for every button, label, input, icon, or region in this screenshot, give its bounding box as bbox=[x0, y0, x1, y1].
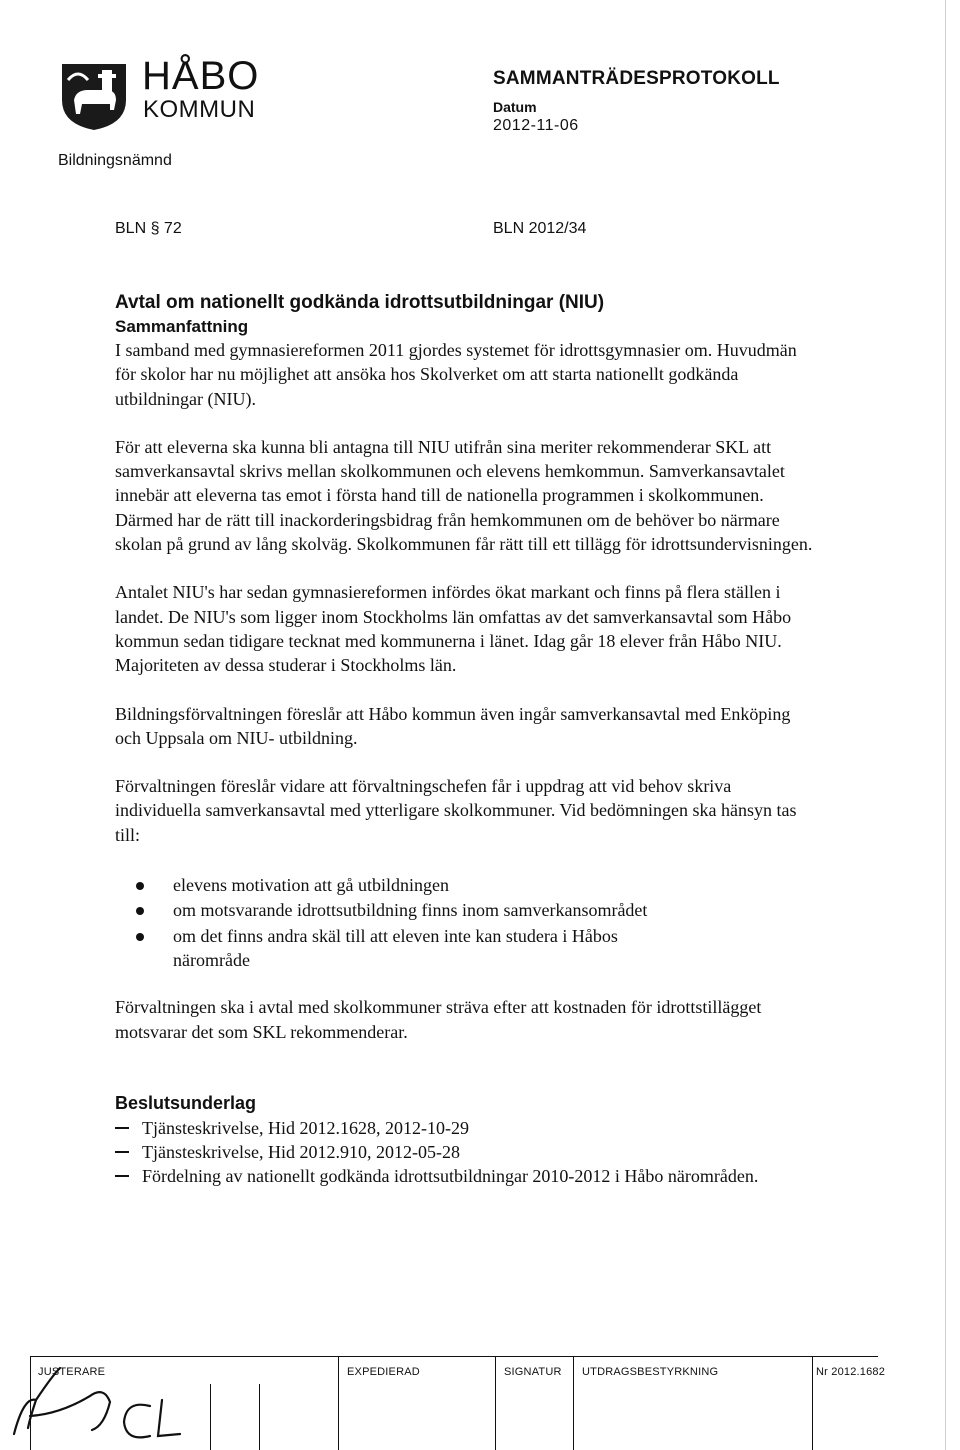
table-cell-border bbox=[338, 1356, 339, 1450]
utdragsbestyrkning-label: UTDRAGSBESTYRKNING bbox=[582, 1366, 719, 1378]
signature-table bbox=[0, 1356, 960, 1450]
expedierad-label: EXPEDIERAD bbox=[347, 1366, 420, 1378]
section-heading: Avtal om nationellt godkända idrottsutbildningar (NIU) bbox=[115, 292, 605, 313]
closing-paragraph: Förvaltningen ska i avtal med skolkommuner sträva efter att kostnaden för idrottstillägget motsvarar det som SKL rekommenderar. bbox=[115, 997, 762, 1042]
table-cell-border bbox=[259, 1384, 260, 1450]
table-cell-border bbox=[495, 1356, 496, 1450]
list-item: om det finns andra skäl till att eleven inte kan studera i Håbos närområde bbox=[115, 924, 693, 973]
case-number: BLN 2012/34 bbox=[493, 220, 587, 237]
bullet-icon bbox=[136, 933, 144, 941]
body-paragraph: För att eleverna ska kunna bli antagna till NIU utifrån sina meriter rekommenderar SKL att samverkansavtal skrivs mellan skolkommunen och elevens hemkommun. Samverkansavtalet innebär att eleverna tas emot i första hand till de nationella programmen i skolkommunen. Därmed har de rätt till inackorderingsbidrag från hemkommunen om de behöver bo närmare skolan på grund av lång skolväg. Skolkommunen får rätt till ett tillägg för idrottsundervisningen. bbox=[115, 436, 813, 555]
list-item: Tjänsteskrivelse, Hid 2012.1628, 2012-10-29 bbox=[115, 1116, 815, 1140]
consideration-list bbox=[115, 873, 815, 972]
document-title: SAMMANTRÄDESPROTOKOLL bbox=[493, 68, 780, 89]
date-value: 2012-11-06 bbox=[493, 117, 579, 134]
document-body bbox=[115, 290, 815, 1189]
bullet-icon bbox=[136, 882, 144, 890]
list-item: Tjänsteskrivelse, Hid 2012.910, 2012-05-28 bbox=[115, 1140, 815, 1164]
signatur-label: SIGNATUR bbox=[504, 1366, 562, 1378]
body-paragraph: Bildningsförvaltningen föreslår att Håbo kommun även ingår samverkansavtal med Enköping och Uppsala om NIU- utbildning. bbox=[115, 703, 791, 748]
basis-heading: Beslutsunderlag bbox=[115, 1092, 257, 1113]
summary-heading: Sammanfattning bbox=[115, 317, 249, 336]
body-paragraph: Förvaltningen föreslår vidare att förvaltningschefen får i uppdrag att vid behov skriva individuella samverkansavtal med ytterligare skolkommuner. Vid bedömningen ska hänsyn tas till: bbox=[115, 776, 797, 845]
organization-name: Bildningsnämnd bbox=[58, 152, 172, 169]
habo-coat-of-arms-icon bbox=[58, 60, 130, 132]
date-label: Datum bbox=[493, 99, 537, 115]
handwritten-signature bbox=[0, 1356, 230, 1450]
paragraph-number: BLN § 72 bbox=[115, 220, 182, 237]
logo-wordmark-habo: HÅBO bbox=[142, 54, 260, 98]
body-paragraph: Antalet NIU's har sedan gymnasiereformen infördes ökat markant och finns på flera ställen i landet. De NIU's som ligger inom Stockholms län omfattas av det samverkansavtal som Håbo kommun sedan tidigare tecknat med kommunerna i länet. Idag går 18 elever från Håbo NIU. Majoriteten av dessa studerar i Stockholms län. bbox=[115, 582, 792, 676]
list-item: elevens motivation att gå utbildningen bbox=[115, 873, 815, 897]
table-cell-border bbox=[573, 1356, 574, 1450]
scan-edge bbox=[945, 0, 946, 1450]
justerare-label: JUSTERARE bbox=[38, 1366, 106, 1378]
list-item: om motsvarande idrottsutbildning finns inom samverkansområdet bbox=[115, 898, 815, 922]
logo-wordmark-kommun: KOMMUN bbox=[143, 96, 256, 123]
body-paragraph: I samband med gymnasiereformen 2011 gjordes systemet för idrottsgymnasier om. Huvudmän för skolor har nu möjlighet att ansöka hos Skolverket om att starta nationellt godkända utbildningar (NIU). bbox=[115, 340, 797, 409]
dash-icon bbox=[115, 1127, 129, 1129]
page-number: Nr 2012.1682 bbox=[816, 1366, 886, 1378]
dash-icon bbox=[115, 1151, 129, 1153]
bullet-icon bbox=[136, 907, 144, 915]
dash-icon bbox=[115, 1175, 129, 1177]
list-item: Fördelning av nationellt godkända idrottsutbildningar 2010-2012 i Håbo närområden. bbox=[115, 1164, 815, 1188]
table-cell-border bbox=[812, 1356, 813, 1450]
basis-list bbox=[115, 1116, 815, 1189]
